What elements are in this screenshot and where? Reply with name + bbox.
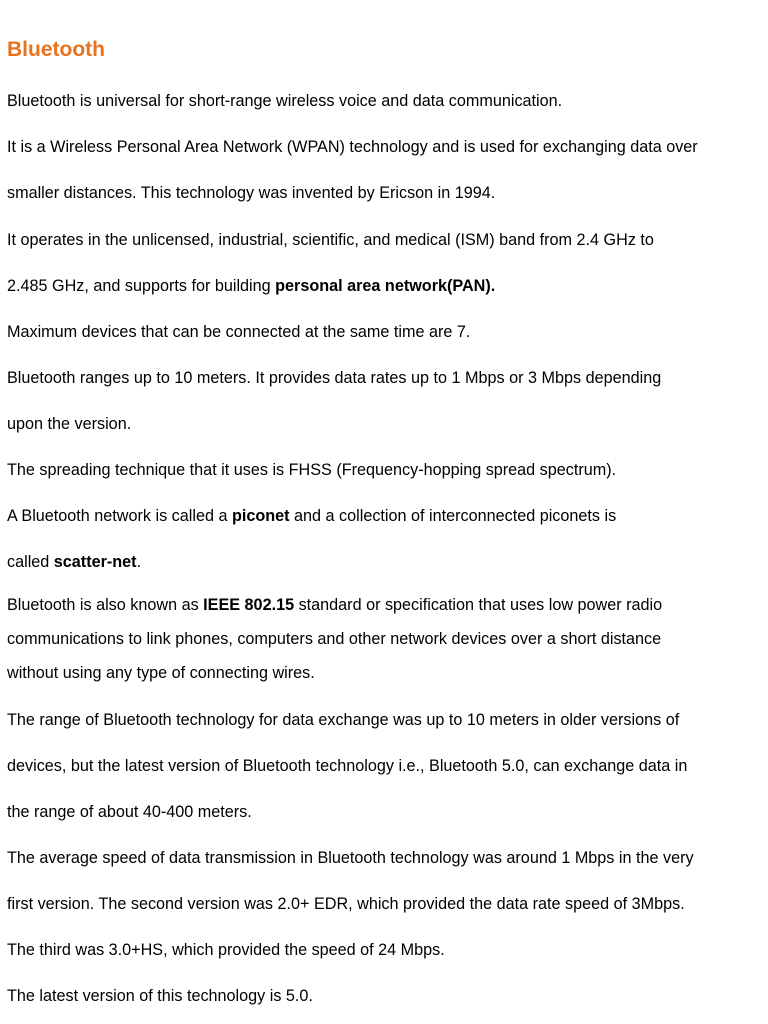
text-line	[7, 940, 445, 960]
text-segment: Bluetooth ranges up to 10 meters. It provides data rates up to 1 Mbps or 3 Mbps depending	[7, 369, 662, 387]
text-line	[7, 986, 313, 1006]
text-segment: the range of about 40-400 meters.	[7, 803, 252, 821]
text-segment: and a collection of interconnected piconets is	[289, 507, 617, 525]
text-line	[7, 663, 315, 683]
text-segment: called	[7, 553, 54, 571]
text-segment: devices, but the latest version of Bluetooth technology i.e., Bluetooth 5.0, can exchange data in	[7, 757, 688, 775]
text-segment: without using any type of connecting wires.	[7, 664, 315, 682]
text-segment: The range of Bluetooth technology for data exchange was up to 10 meters in older versions of	[7, 711, 680, 729]
text-segment: The average speed of data transmission in Bluetooth technology was around 1 Mbps in the very	[7, 849, 694, 867]
text-line	[7, 368, 661, 388]
text-segment: The third was 3.0+HS, which provided the speed of 24 Mbps.	[7, 941, 445, 959]
text-segment: standard or specification that uses low power radio	[294, 596, 663, 614]
text-line	[7, 552, 141, 572]
text-line	[7, 276, 495, 296]
text-line	[7, 137, 698, 157]
text-line	[7, 183, 495, 203]
bold-term: piconet	[231, 507, 290, 525]
text-line	[7, 91, 562, 111]
text-line	[7, 894, 685, 914]
text-line	[7, 506, 616, 526]
text-segment: communications to link phones, computers and other network devices over a short distance	[7, 630, 662, 648]
text-segment: Maximum devices that can be connected at the same time are 7.	[7, 323, 471, 341]
text-segment: .	[136, 553, 142, 571]
text-segment: The spreading technique that it uses is FHSS (Frequency-hopping spread spectrum).	[7, 461, 617, 479]
text-segment: It is a Wireless Personal Area Network (WPAN) technology and is used for exchanging data over	[7, 138, 698, 156]
text-segment: A Bluetooth network is called a	[7, 507, 232, 525]
text-line	[7, 710, 679, 730]
text-line	[7, 595, 662, 615]
text-line	[7, 322, 470, 342]
bold-term: personal area network(PAN).	[275, 277, 496, 295]
bold-term: IEEE 802.15	[203, 596, 295, 614]
text-line	[7, 460, 616, 480]
text-segment: Bluetooth is also known as	[7, 596, 204, 614]
page-title: Bluetooth	[7, 38, 105, 61]
text-line	[7, 629, 661, 649]
text-line	[7, 848, 694, 868]
text-segment: 2.485 GHz, and supports for building	[7, 277, 276, 295]
text-segment: Bluetooth is universal for short-range wireless voice and data communication.	[7, 92, 563, 110]
text-line	[7, 230, 654, 250]
text-line	[7, 414, 131, 434]
text-segment: upon the version.	[7, 415, 132, 433]
text-line	[7, 756, 687, 776]
bold-term: scatter-net	[53, 553, 137, 571]
text-segment: first version. The second version was 2.0+ EDR, which provided the data rate speed of 3Mbps.	[7, 895, 685, 913]
text-segment: The latest version of this technology is 5.0.	[7, 987, 313, 1005]
text-segment: It operates in the unlicensed, industrial, scientific, and medical (ISM) band from 2.4 GHz to	[7, 231, 654, 249]
text-line	[7, 802, 252, 822]
text-segment: smaller distances. This technology was invented by Ericson in 1994.	[7, 184, 496, 202]
